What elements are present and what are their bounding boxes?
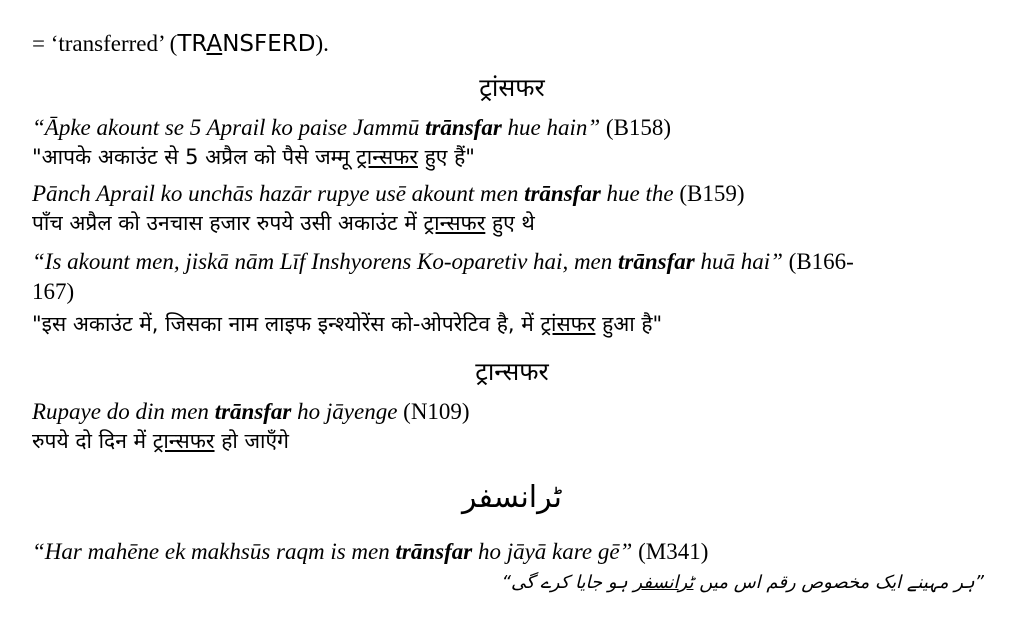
example-2-hindi xyxy=(32,209,535,237)
ex5-ref: (M341) xyxy=(632,539,709,564)
ex1-post: hue hain” xyxy=(501,115,601,140)
example-3-ref-cont: 167) xyxy=(32,279,75,304)
ex4-pre: Rupaye do din men xyxy=(32,399,215,424)
hi1-ul: ट्रान्सफर xyxy=(356,145,418,169)
example-4-hindi xyxy=(32,427,289,455)
ex2-ref: (B159) xyxy=(673,181,745,206)
ex5-post: ho jāyā kare gē” xyxy=(472,539,633,564)
hi2-pre: पाँच अप्रैल को उनचास हजार रुपये उसी अकाउंट में xyxy=(32,211,424,235)
hi4-post: हो जाएँगे xyxy=(214,429,289,453)
example-2-translit xyxy=(32,180,745,208)
ex3-bold: trānsfar xyxy=(618,249,695,274)
ex4-post: ho jāyenge xyxy=(291,399,398,424)
intro-code-b: A xyxy=(206,31,223,57)
ex4-ref: (N109) xyxy=(397,399,470,424)
intro-code-c: NSFERD xyxy=(222,31,316,57)
hi4-ul: ट्रान्सफर xyxy=(152,429,215,453)
ex4-bold: trānsfar xyxy=(214,399,292,424)
ex3-pre: “Is akount men, jiskā nām Līf Inshyorens Ko-oparetiv hai, men xyxy=(32,249,619,274)
heading-hindi-1: ट्रांसफर xyxy=(479,73,545,102)
ex2-post: hue the xyxy=(600,181,674,206)
example-1-hindi xyxy=(32,143,475,171)
ex1-ref: (B158) xyxy=(600,115,672,140)
ur5-post: ہو جایا کرے گی“ xyxy=(501,572,634,593)
ex5-pre: “Har mahēne ek makhsūs raqm is men xyxy=(32,539,396,564)
hi3-pre: "इस अकाउंट में, जिसका नाम लाइफ इन्श्योरेंस को-ओपरेटिव है, में xyxy=(32,312,541,336)
example-3-translit xyxy=(32,248,854,276)
intro-prefix: = ‘transferred’ ( xyxy=(32,31,178,56)
hi1-pre: "आपके अकाउंट से 5 अप्रैल को पैसे जम्मू xyxy=(32,145,357,169)
ex1-pre: “Āpke akount se 5 Aprail ko paise Jammū xyxy=(32,115,426,140)
hi1-post: हुए हैं" xyxy=(417,145,475,169)
example-4-translit xyxy=(32,398,470,426)
heading-hindi-2: ट्रान्सफर xyxy=(475,357,549,386)
ex3-post: huā hai” xyxy=(694,249,783,274)
heading-urdu: ٹرانسفر xyxy=(461,480,563,515)
ex3-ref: (B166- xyxy=(782,249,854,274)
hi4-pre: रुपये दो दिन में xyxy=(32,429,153,453)
ur5-pre: ”ہر مہینے ایک مخصوص رقم اس میں xyxy=(693,572,984,593)
intro-line xyxy=(32,30,329,58)
intro-code-a: TR xyxy=(177,31,207,57)
example-3-hindi xyxy=(32,310,662,338)
hi3-ul: ट्रांसफर xyxy=(540,312,596,336)
ex1-bold: trānsfar xyxy=(425,115,502,140)
intro-suffix: ). xyxy=(315,31,329,56)
ex5-bold: trānsfar xyxy=(395,539,473,564)
example-5-translit xyxy=(32,538,708,566)
hi2-post: हुए थे xyxy=(485,211,535,235)
example-1-translit xyxy=(32,114,671,142)
ur5-ul: ٹرانسفر xyxy=(633,572,694,593)
ex2-pre: Pānch Aprail ko unchās hazār rupye usē akount men xyxy=(32,181,525,206)
hi3-post: हुआ है" xyxy=(595,312,663,336)
ex2-bold: trānsfar xyxy=(524,181,601,206)
example-5-urdu xyxy=(502,572,984,593)
hi2-ul: ट्रान्सफर xyxy=(423,211,486,235)
